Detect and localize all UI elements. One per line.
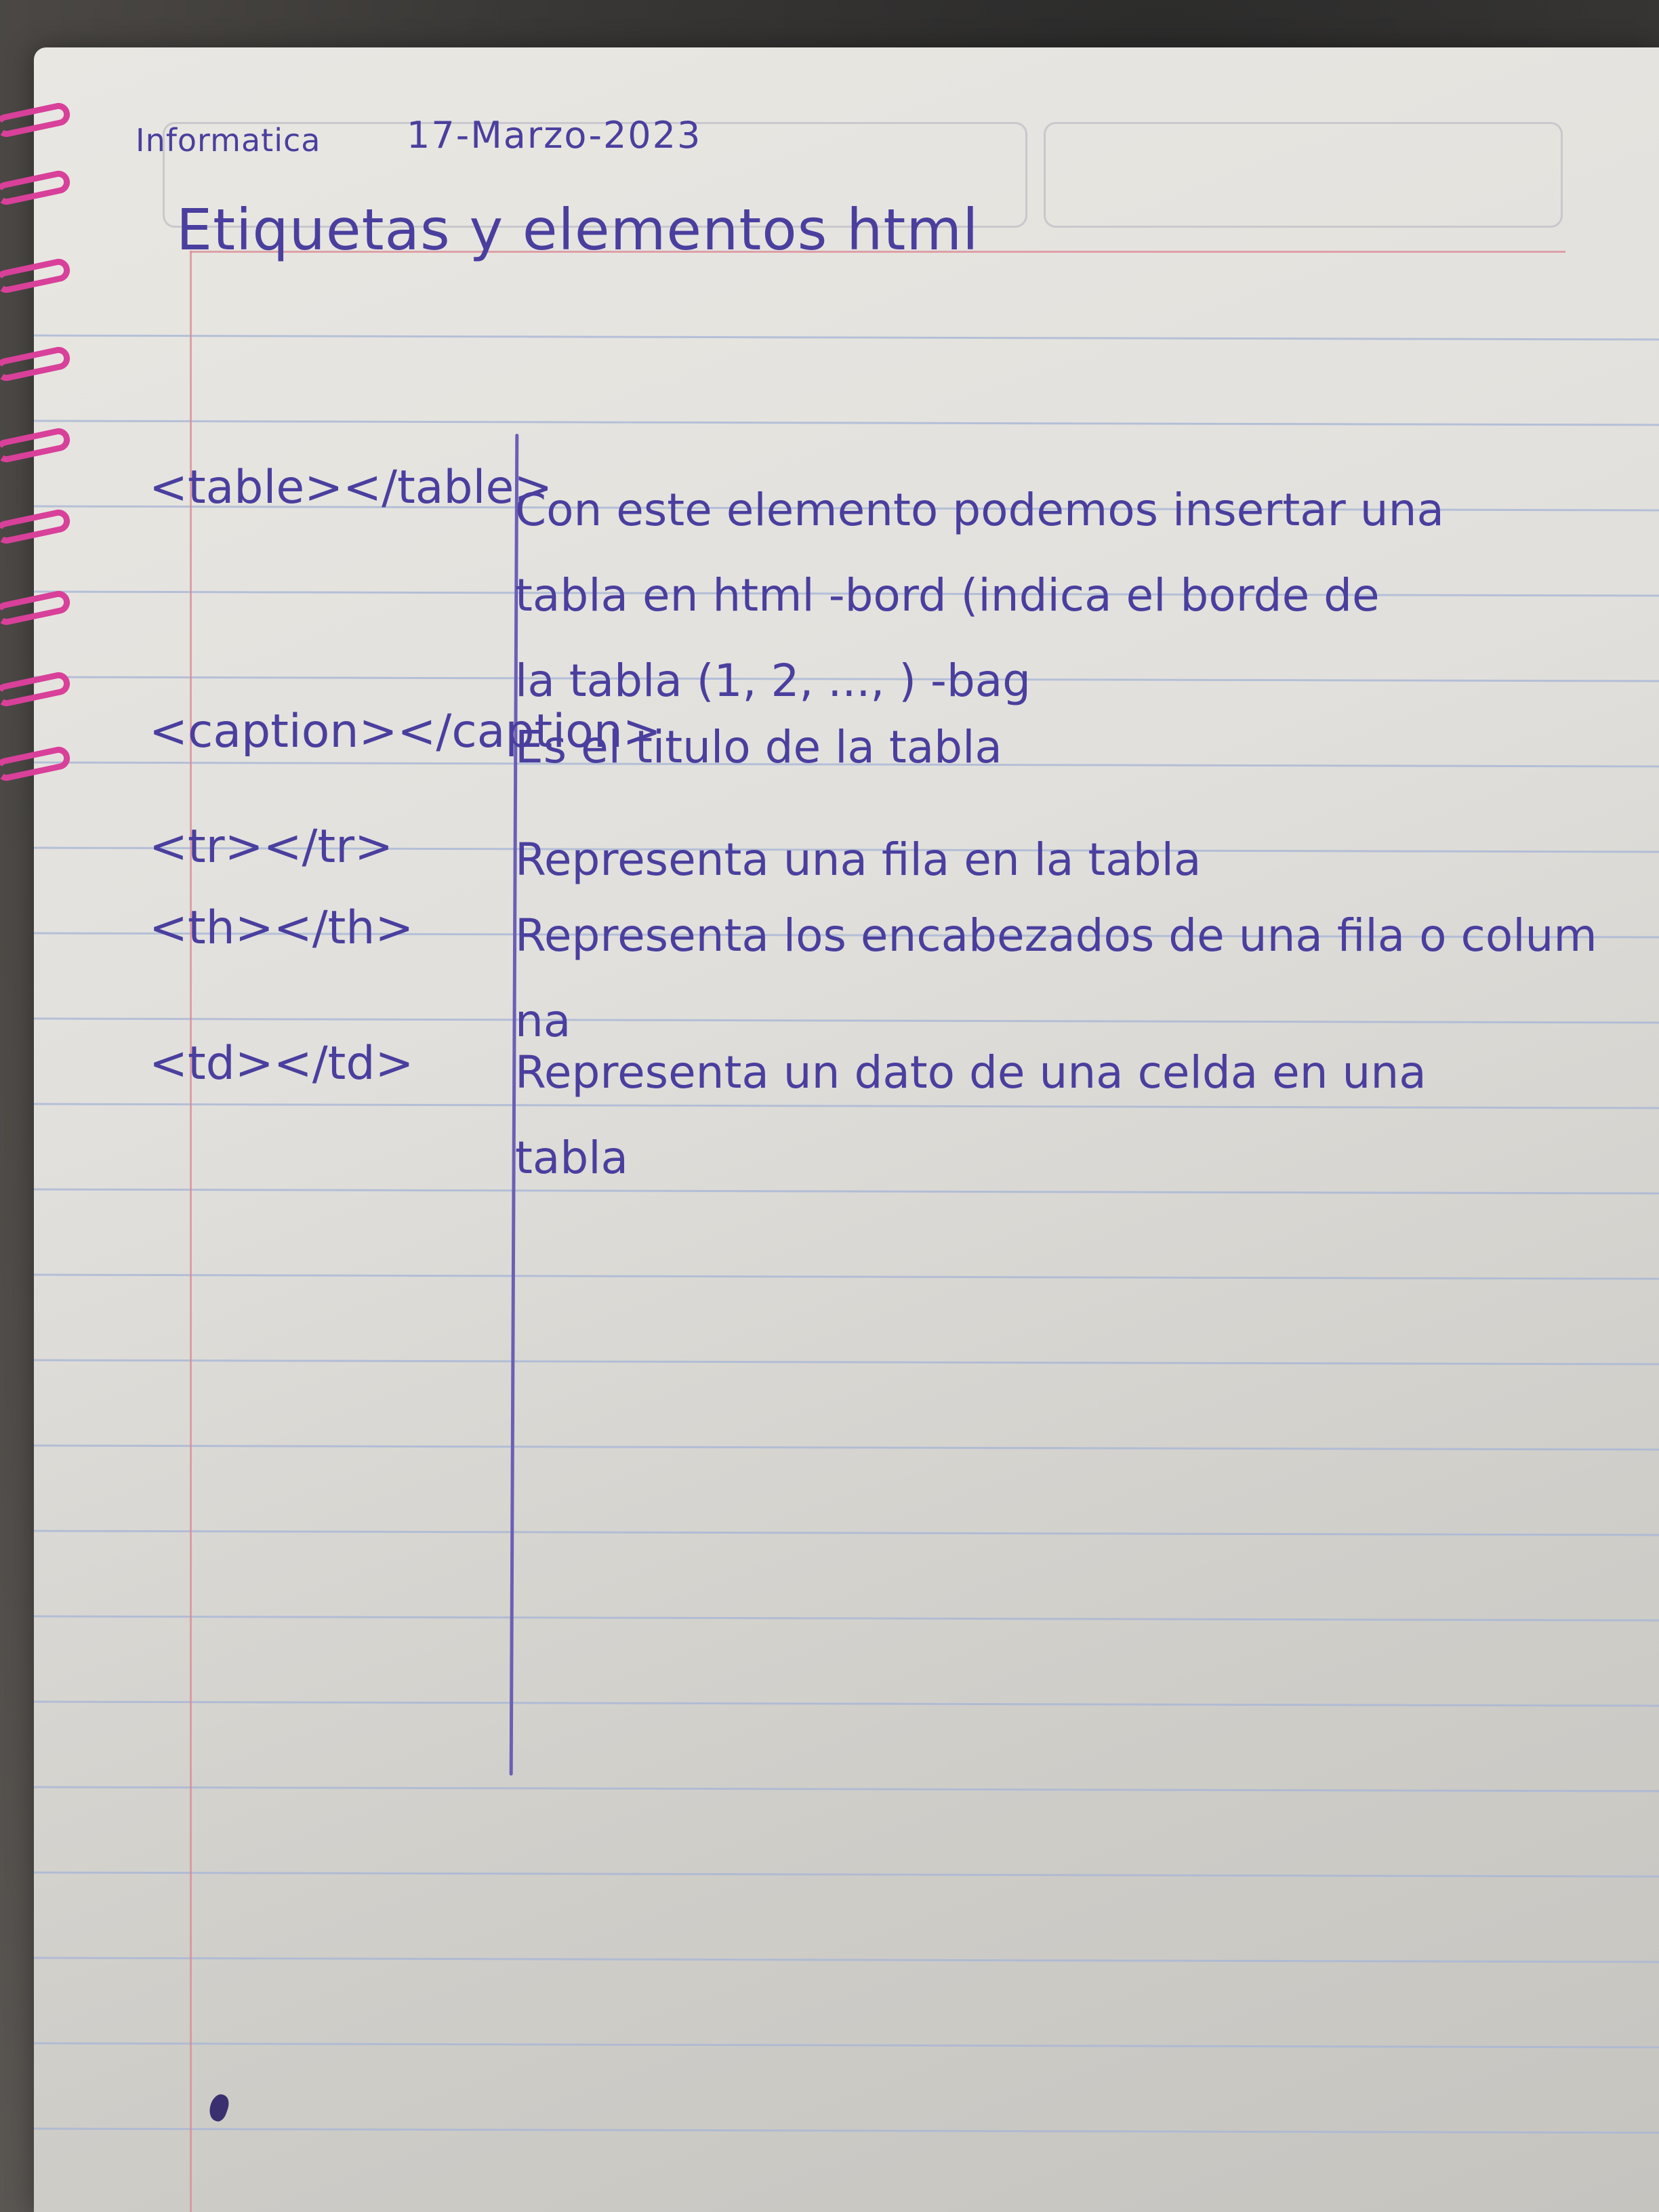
ruled-line <box>34 1446 1659 1450</box>
ruled-line <box>34 1702 1659 1706</box>
ruled-line <box>34 1872 1659 1877</box>
ruled-line <box>34 1360 1659 1364</box>
row-desc-th: Representa los encabezados de una fila o colum na <box>515 909 1597 1047</box>
margin-line <box>190 251 192 2212</box>
ruled-line <box>34 2129 1659 2133</box>
ruled-line <box>34 1275 1659 1279</box>
ruled-line <box>34 335 1659 340</box>
row-desc-tr: Representa una fila en la tabla <box>515 834 1202 886</box>
header-box-right <box>1044 122 1563 228</box>
row-tag-td: <td></td> <box>149 1037 414 1090</box>
row-tag-tr: <tr></tr> <box>149 820 394 874</box>
ruled-line <box>34 2043 1659 2047</box>
row-tag-caption: <caption></caption> <box>149 705 661 758</box>
row-tag-th: <th></th> <box>149 901 414 955</box>
row-desc-table: Con este elemento podemos insertar una tabla en html -bord (indica el borde de la tabla (1, 2, ..., ) -bag <box>515 484 1444 707</box>
ruled-line <box>34 1531 1659 1535</box>
row-desc-td: Representa un dato de una celda en una tabla <box>515 1046 1427 1184</box>
page-title: Etiquetas y elementos html <box>176 197 979 263</box>
subject-label: Informatica <box>136 122 321 159</box>
date-label: 17-Marzo-2023 <box>407 114 702 157</box>
ruled-line <box>34 1958 1659 1962</box>
ruled-line <box>34 421 1659 425</box>
row-tag-table: <table></table> <box>149 461 553 514</box>
ruled-line <box>34 1787 1659 1791</box>
ruled-line <box>34 1616 1659 1620</box>
row-desc-caption: Es el titulo de la tabla <box>515 721 1002 773</box>
